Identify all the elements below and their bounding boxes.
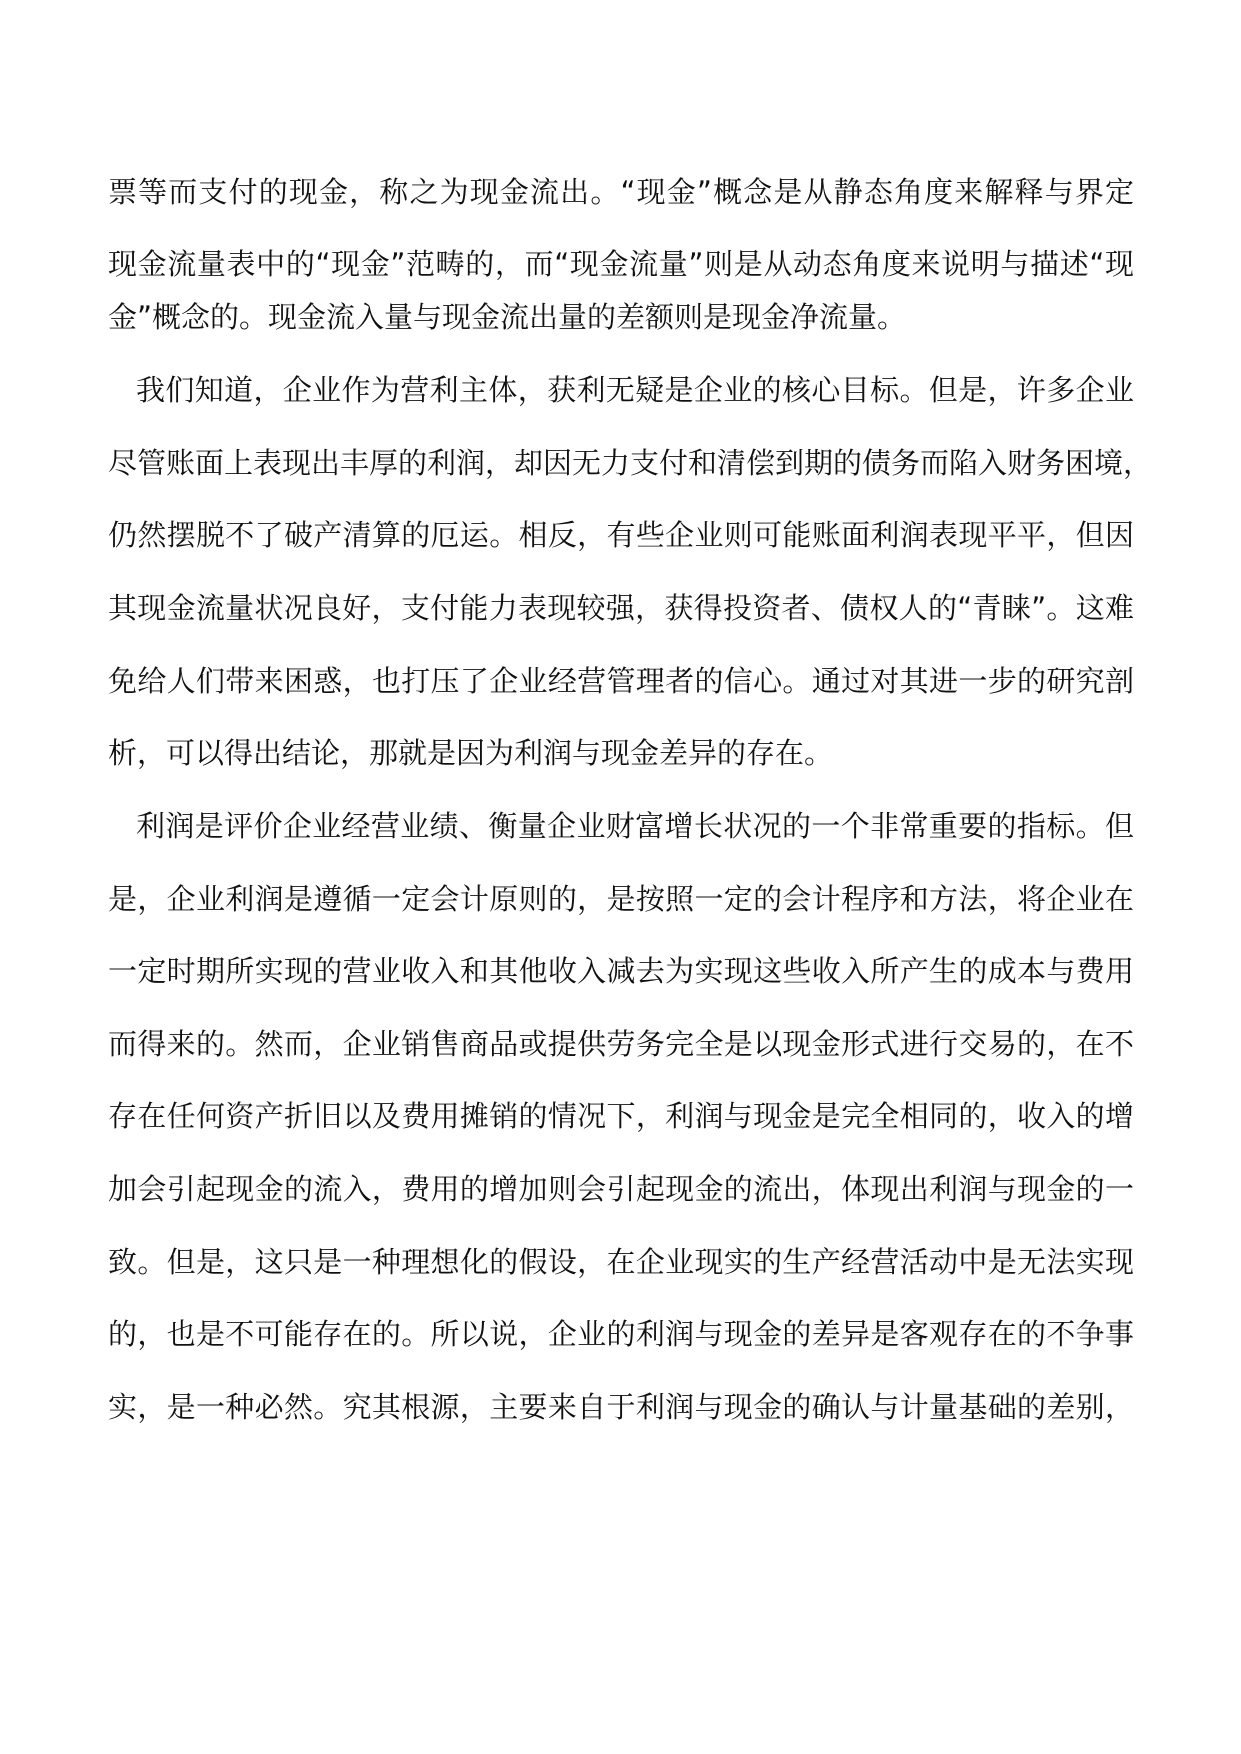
paragraph-1-line-2: 现金流量表中的“现金”范畴的，而“现金流量”则是从动态角度来说明与描述“现	[108, 247, 1134, 281]
paragraph-2-line-4: 其现金流量状况良好，支付能力表现较强，获得投资者、债权人的“青睐”。这难	[108, 591, 1134, 625]
paragraph-3-line-7: 致。但是，这只是一种理想化的假设，在企业现实的生产经营活动中是无法实现	[108, 1245, 1134, 1279]
paragraph-3-line-9: 实，是一种必然。究其根源，主要来自于利润与现金的确认与计量基础的差别，	[108, 1390, 1134, 1424]
paragraph-1-line-3: 金”概念的。现金流入量与现金流出量的差额则是现金净流量。	[108, 300, 907, 334]
paragraph-3-line-5: 存在任何资产折旧以及费用摊销的情况下，利润与现金是完全相同的，收入的增	[108, 1099, 1134, 1133]
paragraph-3-line-4: 而得来的。然而，企业销售商品或提供劳务完全是以现金形式进行交易的，在不	[108, 1027, 1134, 1061]
paragraph-2-line-1: 我们知道，企业作为营利主体，获利无疑是企业的核心目标。但是，许多企业	[136, 373, 1134, 407]
paragraph-3-line-8: 的，也是不可能存在的。所以说，企业的利润与现金的差异是客观存在的不争事	[108, 1317, 1134, 1351]
paragraph-2-line-3: 仍然摆脱不了破产清算的厄运。相反，有些企业则可能账面利润表现平平，但因	[108, 518, 1134, 552]
paragraph-2-line-5: 免给人们带来困惑，也打压了企业经营管理者的信心。通过对其进一步的研究剖	[108, 664, 1134, 698]
paragraph-3-line-1: 利润是评价企业经营业绩、衡量企业财富增长状况的一个非常重要的指标。但	[136, 809, 1134, 843]
paragraph-3-line-6: 加会引起现金的流入，费用的增加则会引起现金的流出，体现出利润与现金的一	[108, 1172, 1134, 1206]
paragraph-2-line-2: 尽管账面上表现出丰厚的利润，却因无力支付和清偿到期的债务而陷入财务困境，	[108, 446, 1153, 480]
paragraph-3-line-2: 是，企业利润是遵循一定会计原则的，是按照一定的会计程序和方法，将企业在	[108, 882, 1134, 916]
paragraph-1-line-1: 票等而支付的现金，称之为现金流出。“现金”概念是从静态角度来解释与界定	[108, 175, 1134, 209]
paragraph-2-line-6: 析，可以得出结论，那就是因为利润与现金差异的存在。	[108, 736, 834, 770]
paragraph-3-line-3: 一定时期所实现的营业收入和其他收入减去为实现这些收入所产生的成本与费用	[108, 954, 1134, 988]
